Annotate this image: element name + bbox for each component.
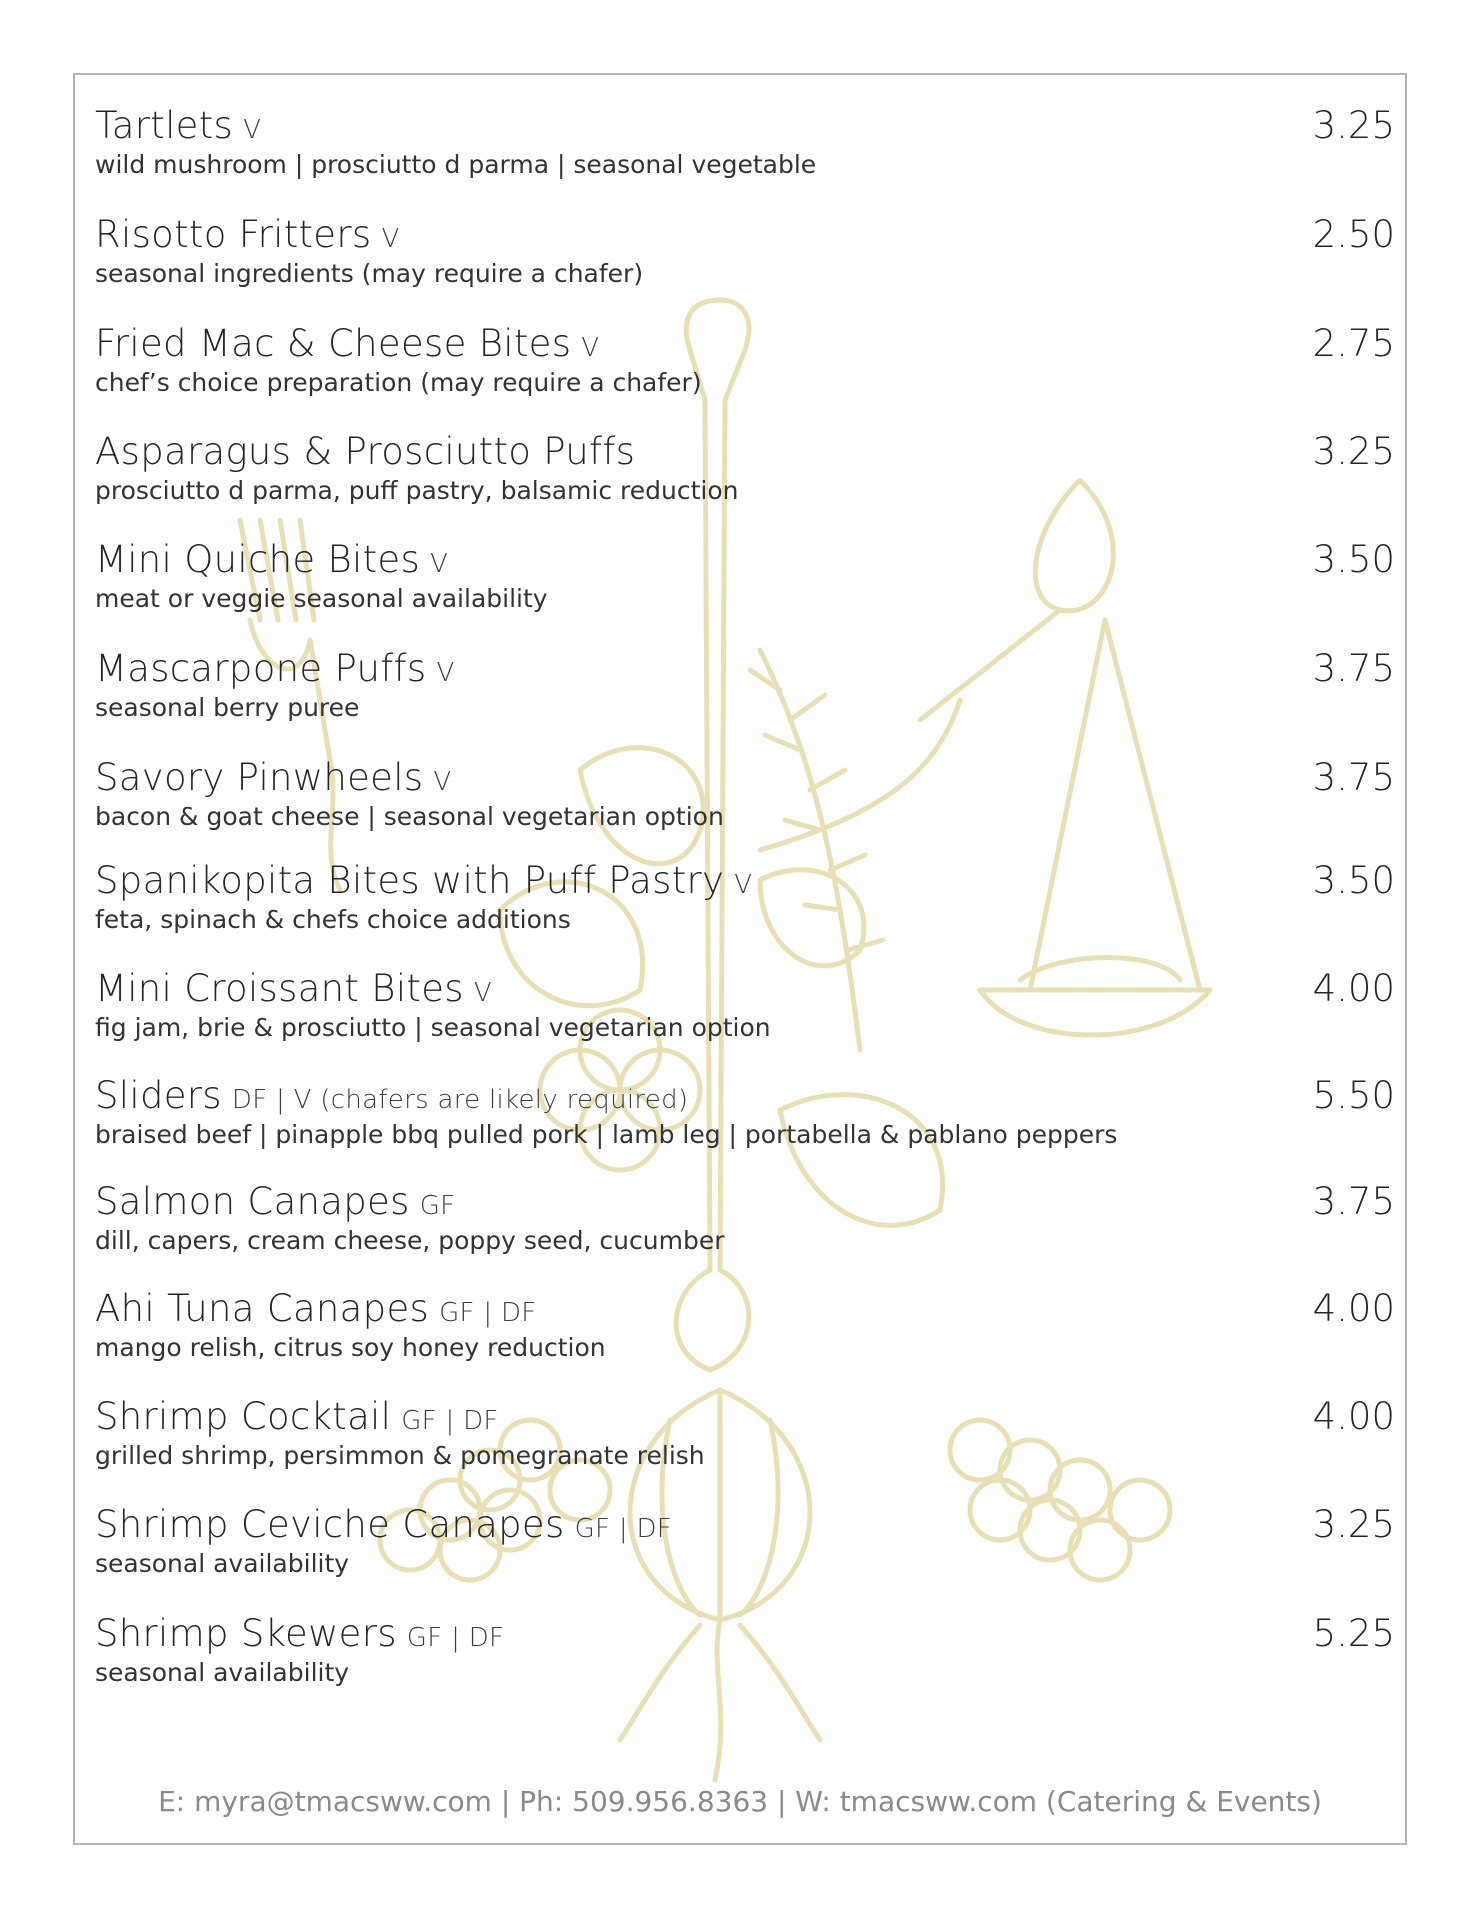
- item-diet-tag: V: [581, 333, 600, 363]
- item-price: 4.00: [1312, 967, 1395, 1010]
- contact-footer: E: myra@tmacsww.com | Ph: 509.956.8363 | W: tmacsww.com (Catering & Events): [158, 1785, 1322, 1818]
- menu-item: [95, 430, 1395, 526]
- item-description: prosciutto d parma, puff pastry, balsamic reduction: [95, 476, 739, 505]
- menu-item: [95, 1180, 1395, 1276]
- item-name: Asparagus & Prosciutto Puffs: [95, 430, 636, 473]
- item-price: 5.25: [1312, 1612, 1395, 1655]
- item-description: grilled shrimp, persimmon & pomegranate relish: [95, 1441, 705, 1470]
- item-price: 3.25: [1312, 430, 1395, 473]
- item-diet-tag: V: [243, 115, 262, 145]
- item-diet-tag: GF | DF: [439, 1298, 537, 1328]
- menu-item: [95, 213, 1395, 309]
- item-diet-tag: V: [473, 978, 492, 1008]
- menu-item: [95, 756, 1395, 852]
- item-name: Shrimp Cocktail GF | DF: [95, 1395, 499, 1438]
- menu-item: [95, 538, 1395, 634]
- item-description: bacon & goat cheese | seasonal vegetarian option: [95, 802, 724, 831]
- item-price: 3.50: [1312, 538, 1395, 581]
- item-price: 4.00: [1312, 1287, 1395, 1330]
- item-description: seasonal ingredients (may require a chafer): [95, 259, 644, 288]
- item-name: Shrimp Skewers GF | DF: [95, 1612, 505, 1655]
- item-diet-tag: V: [430, 549, 449, 579]
- item-description: seasonal availability: [95, 1658, 350, 1687]
- item-diet-tag: GF: [419, 1191, 456, 1221]
- item-description: dill, capers, cream cheese, poppy seed, cucumber: [95, 1226, 725, 1255]
- menu-item: [95, 1074, 1395, 1170]
- item-description: chef’s choice preparation (may require a chafer): [95, 368, 702, 397]
- item-name: Sliders DF | V (chafers are likely required): [95, 1074, 689, 1117]
- item-price: 4.00: [1312, 1395, 1395, 1438]
- item-price: 3.50: [1312, 859, 1395, 902]
- menu-item: [95, 104, 1395, 200]
- item-name: Ahi Tuna Canapes GF | DF: [95, 1287, 537, 1330]
- item-description: feta, spinach & chefs choice additions: [95, 905, 571, 934]
- item-name: Salmon Canapes GF: [95, 1180, 456, 1223]
- item-name: Tartlets V: [95, 104, 262, 147]
- item-name: Risotto Fritters V: [95, 213, 400, 256]
- menu-item: [95, 647, 1395, 743]
- item-price: 5.50: [1312, 1074, 1395, 1117]
- menu-item: [95, 859, 1395, 955]
- item-description: mango relish, citrus soy honey reduction: [95, 1333, 606, 1362]
- item-description: wild mushroom | prosciutto d parma | seasonal vegetable: [95, 150, 817, 179]
- item-price: 3.75: [1312, 1180, 1395, 1223]
- item-name: Mini Quiche Bites V: [95, 538, 449, 581]
- menu-item: [95, 1287, 1395, 1383]
- item-diet-tag: V: [381, 224, 400, 254]
- item-diet-tag: V: [436, 658, 455, 688]
- item-price: 2.75: [1312, 322, 1395, 365]
- menu-item: [95, 1395, 1395, 1491]
- item-name: Mascarpone Puffs V: [95, 647, 455, 690]
- item-price: 2.50: [1312, 213, 1395, 256]
- item-description: seasonal availability: [95, 1549, 350, 1578]
- item-diet-tag: GF | DF: [401, 1406, 499, 1436]
- item-price: 3.25: [1312, 104, 1395, 147]
- item-diet-tag: GF | DF: [406, 1623, 505, 1653]
- item-name: Spanikopita Bites with Puff Pastry V: [95, 859, 753, 902]
- item-name: Fried Mac & Cheese Bites V: [95, 322, 600, 365]
- menu-item: [95, 967, 1395, 1063]
- item-description: meat or veggie seasonal availability: [95, 584, 548, 613]
- item-name: Savory Pinwheels V: [95, 756, 452, 799]
- menu-item: [95, 1612, 1395, 1708]
- item-name: Shrimp Ceviche Canapes GF | DF: [95, 1503, 673, 1546]
- item-price: 3.75: [1312, 647, 1395, 690]
- menu-item: [95, 1503, 1395, 1599]
- item-name: Mini Croissant Bites V: [95, 967, 492, 1010]
- item-diet-tag: DF | V (chafers are likely required): [231, 1085, 689, 1115]
- item-diet-tag: V: [734, 870, 753, 900]
- item-description: braised beef | pinapple bbq pulled pork | lamb leg | portabella & pablano peppers: [95, 1120, 1118, 1149]
- item-price: 3.25: [1312, 1503, 1395, 1546]
- item-price: 3.75: [1312, 756, 1395, 799]
- item-description: fig jam, brie & prosciutto | seasonal vegetarian option: [95, 1013, 771, 1042]
- item-diet-tag: GF | DF: [574, 1514, 673, 1544]
- menu-item: [95, 322, 1395, 418]
- item-description: seasonal berry puree: [95, 693, 360, 722]
- item-diet-tag: V: [433, 767, 452, 797]
